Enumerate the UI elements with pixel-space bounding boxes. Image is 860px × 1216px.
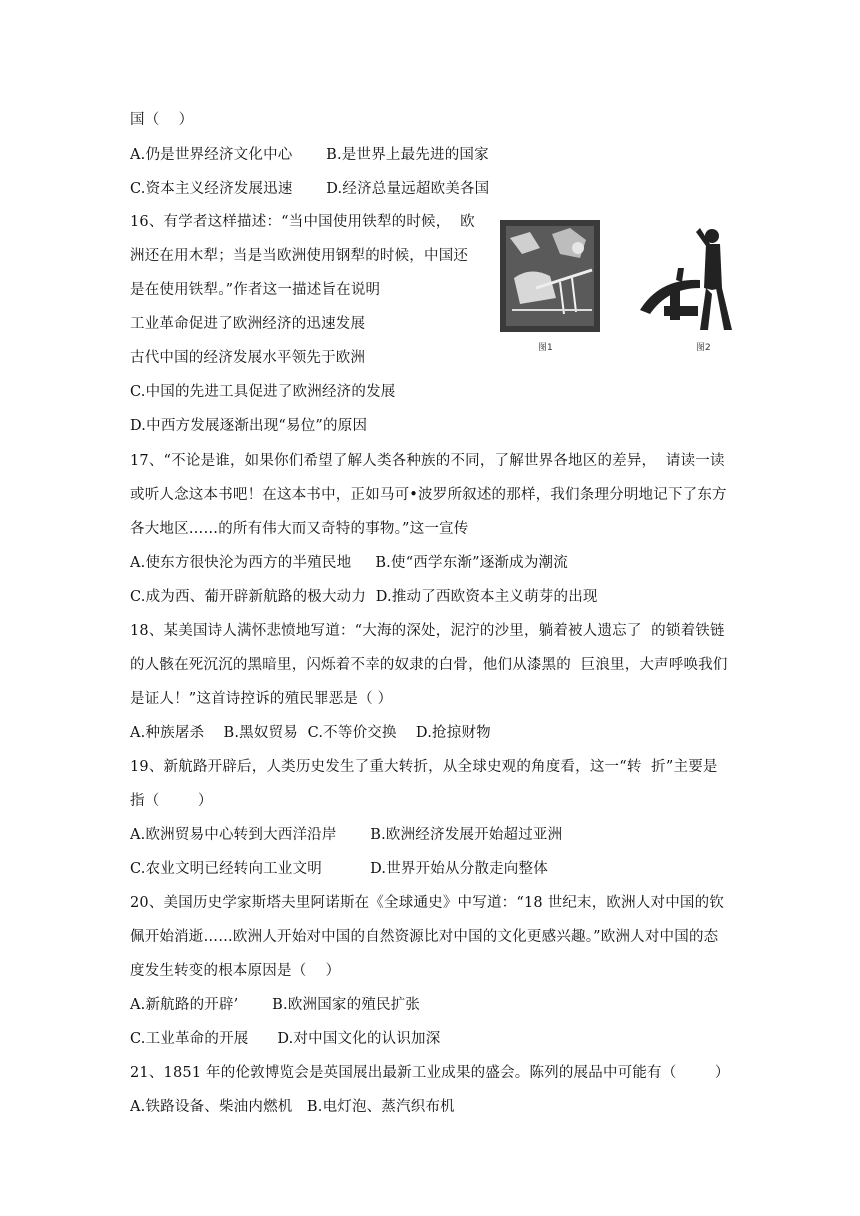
text-line: 或听人念这本书吧！在这本书中，正如马可•波罗所叙述的那样，我们条理分明地记下了东方 [130, 487, 727, 503]
text-line: 洲还在用木犁；当是当欧洲使用钢犁的时候，中国还 [130, 248, 469, 264]
text-line: 佩开始消逝……欧洲人开始对中国的自然资源比对中国的文化更感兴趣。”欧洲人对中国的态 [130, 929, 719, 945]
text-line: 指（ ） [130, 793, 213, 809]
text-line: C.中国的先进工具促进了欧洲经济的发展 [130, 384, 396, 400]
text-line: A.新航路的开辟’ B.欧洲国家的殖民扩张 [130, 997, 421, 1013]
plough-illustration [500, 218, 772, 358]
text-line: 各大地区……的所有伟大而又奇特的事物。”这一宣传 [130, 521, 469, 537]
text-line: 工业革命促进了欧洲经济的迅速发展 [130, 316, 366, 332]
plough-illustration-svg [500, 218, 772, 358]
text-line: 度发生转变的根本原因是（ ） [130, 963, 341, 979]
text-line: 20、美国历史学家斯塔夫里阿诺斯在《全球通史》中写道：“18 世纪末，欧洲人对中国的钦 [130, 895, 725, 911]
text-line: C.成为西、葡开辟新航路的极大动力 D.推动了西欧资本主义萌芽的出现 [130, 589, 598, 605]
text-line: 18、某美国诗人满怀悲愤地写道：“大海的深处，泥泞的沙里，躺着被人遗忘了 的锁着铁链 [130, 623, 725, 639]
text-line: A.仍是世界经济文化中心 B.是世界上最先进的国家 [130, 147, 489, 163]
text-line: 16、有学者这样描述：“当中国使用铁犁的时候， 欧 [130, 214, 475, 230]
text-line: C.工业革命的开展 D.对中国文化的认识加深 [130, 1031, 441, 1047]
text-line: 17、“不论是谁，如果你们希望了解人类各种族的不同，了解世界各地区的差异， 请读一读 [130, 453, 725, 469]
text-line: 19、新航路开辟后，人类历史发生了重大转折，从全球史观的角度看，这一“转 折”主要是 [130, 759, 718, 775]
text-line: C.农业文明已经转向工业文明 D.世界开始从分散走向整体 [130, 861, 548, 877]
figure-1-ox-plough-image [500, 220, 600, 332]
text-line: 古代中国的经济发展水平领先于欧洲 [130, 350, 366, 366]
text-line: 是证人！”这首诗控诉的殖民罪恶是（ ） [130, 691, 393, 707]
text-line: 21、1851 年的伦敦博览会是英国展出最新工业成果的盛会。陈列的展品中可能有（ ） [130, 1065, 730, 1081]
text-line: A.种族屠杀 B.黑奴贸易 C.不等价交换 D.抢掠财物 [130, 725, 491, 741]
text-line: 国（ ） [130, 112, 194, 128]
text-line: D.中西方发展逐渐出现“易位”的原因 [130, 418, 368, 434]
figure-1-caption: 图1 [538, 343, 553, 353]
text-line: A.使东方很快沦为西方的半殖民地 B.使“西学东渐”逐渐成为潮流 [130, 555, 568, 571]
figure-2-man-plough-image [640, 228, 732, 330]
text-line: A.铁路设备、柴油内燃机 B.电灯泡、蒸汽织布机 [130, 1099, 455, 1115]
text-line: C.资本主义经济发展迅速 D.经济总量远超欧美各国 [130, 181, 490, 197]
figure-2-caption: 图2 [696, 343, 711, 353]
text-line: 的人骸在死沉沉的黑暗里，闪烁着不幸的奴隶的白骨，他们从漆黑的 巨浪里，大声呼唤我们 [130, 657, 728, 673]
text-line: A.欧洲贸易中心转到大西洋沿岸 B.欧洲经济发展开始超过亚洲 [130, 827, 563, 843]
text-line: 是在使用铁犁。”作者这一描述旨在说明 [130, 282, 381, 298]
